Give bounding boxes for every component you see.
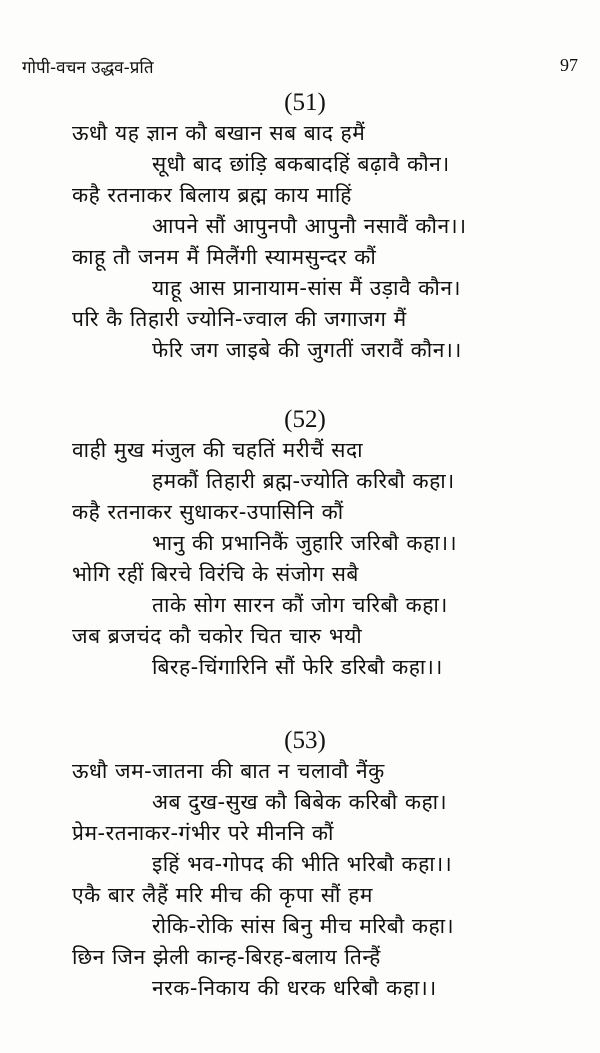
verse-line: रोकि-रोकि सांस बिनु मीच मरिबौ कहा। [152, 914, 455, 938]
stanza-52 [0, 405, 600, 683]
verse-line: नरक-निकाय की धरक धरिबौ कहा।। [152, 976, 437, 1000]
verse-line: एकै बार लैहैं मरि मीच की कृपा सौं हम [72, 883, 373, 907]
verse-line: याहू आस प्रानायाम-सांस मैं उड़ावै कौन। [152, 276, 461, 300]
verse-line: फेरि जग जाइबे की जुगतीं जरावैं कौन।। [152, 338, 462, 362]
stanza-53 [0, 726, 600, 1004]
verse-line: छिन जिन झेली कान्ह-बिरह-बलाय तिन्हैं [72, 945, 381, 969]
verse-line: कहै रतनाकर सुधाकर-उपासिनि कौं [72, 500, 344, 524]
verse-line: कहै रतनाकर बिलाय ब्रह्म काय माहिं [72, 183, 352, 207]
page-number: 97 [560, 55, 578, 75]
verse-line: हमकौं तिहारी ब्रह्म-ज्योति करिबौ कहा। [152, 469, 455, 493]
verse-line: प्रेम-रतनाकर-गंभीर परे मीननि कौं [72, 821, 335, 845]
verse-line: परि कै तिहारी ज्योनि-ज्वाल की जगाजग मैं [72, 307, 407, 331]
verse-line: इहिं भव-गोपद की भीति भरिबौ कहा।। [152, 852, 453, 876]
stanza-number: (51) [284, 89, 326, 116]
verse-line: भानु की प्रभानिकैं जुहारि जरिबौ कहा।। [152, 531, 458, 555]
verse-line: बिरह-चिंगारिनि सौं फेरि डरिबौ कहा।। [152, 655, 443, 679]
stanza-51 [0, 88, 600, 366]
verse-line: भोगि रहीं बिरचे विरंचि के संजोग सबै [72, 562, 359, 586]
page-header [22, 55, 578, 81]
verse-line: काहू तौ जनम मैं मिलैंगी स्यामसुन्दर कौं [72, 245, 377, 269]
running-title: गोपी-वचन उद्धव-प्रति [22, 58, 154, 78]
verse-line: जब ब्रजचंद कौ चकोर चित चारु भयौ [72, 624, 363, 648]
verse-line: सूधौ बाद छांड़ि बकबादहिं बढ़ावै कौन। [152, 152, 450, 176]
stanza-number: (52) [284, 406, 326, 433]
verse-line: ताके सोग सारन कौं जोग चरिबौ कहा। [152, 593, 448, 617]
stanza-number: (53) [284, 727, 326, 754]
verse-line: ऊधौ जम-जातना की बात न चलावौ नैंकु [72, 759, 385, 783]
verse-line: वाही मुख मंजुल की चहतिं मरीचैं सदा [72, 438, 364, 462]
verse-line: आपने सौं आपुनपौ आपुनौ नसावैं कौन।। [152, 214, 467, 238]
verse-line: ऊधौ यह ज्ञान कौ बखान सब बाद हमैं [72, 121, 366, 145]
verse-line: अब दुख-सुख कौ बिबेक करिबौ कहा। [152, 790, 448, 814]
